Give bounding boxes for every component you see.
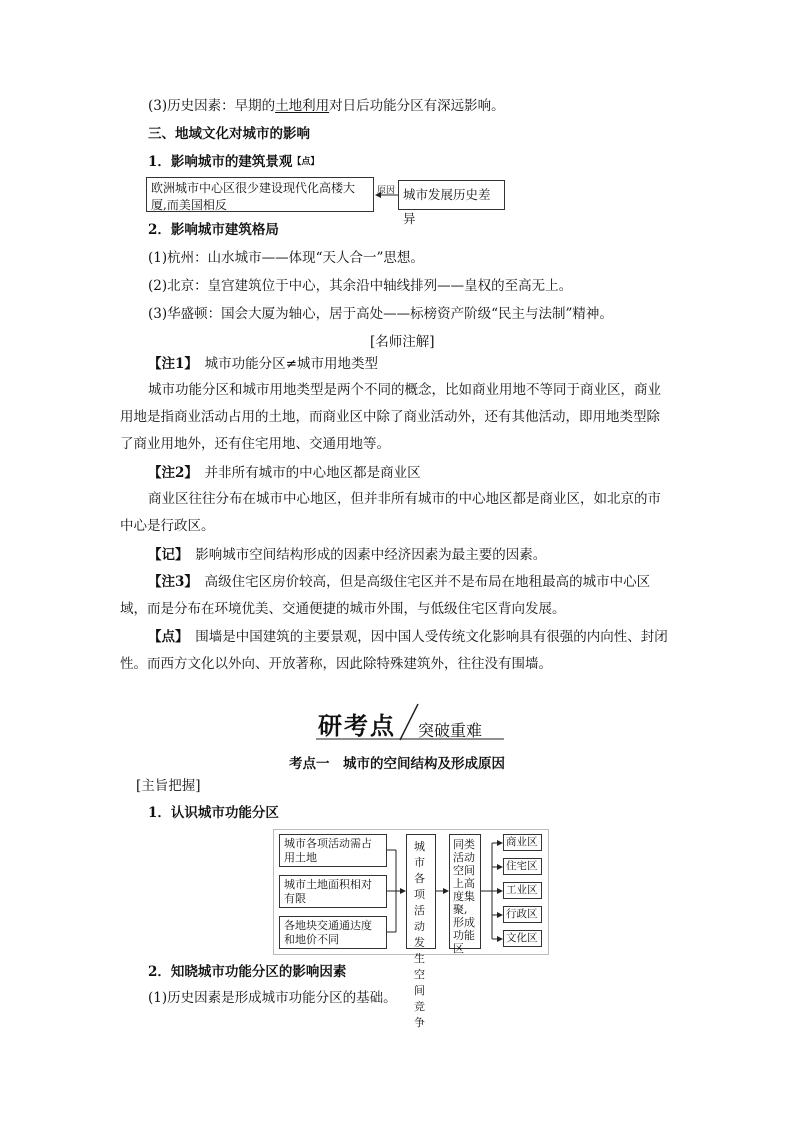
item-washington: (3)华盛顿：国会大厦为轴心，居于高处——标榜资产阶级“民主与法制”精神。: [148, 306, 613, 322]
ji-note: 【记】 影响城市空间结构形成的因素中经济因素为最主要的因素。: [148, 547, 547, 563]
notes-title: [名师注解]: [370, 334, 435, 350]
flow-zone-commercial: 商业区: [503, 834, 542, 851]
flow-zone-industrial: 工业区: [503, 882, 542, 899]
flow-zone-residential: 住宅区: [503, 858, 542, 875]
note3: 【注3】 高级住宅区房价较高，但是高级住宅区并不是布局在地租最高的城市中心区域，而是分布在环境优美、交通便捷的城市外围，与低级住宅区背向发展。: [120, 574, 651, 617]
flow-middle-box: 城市各项活动发生空间竞争: [406, 834, 436, 949]
note2-header: 【注2】 并非所有城市的中心地区都是商业区: [148, 465, 421, 481]
banner-main: 研考点: [318, 712, 396, 740]
flow-cause-1: 城市各项活动需占用土地: [279, 834, 387, 867]
diagram1-arrow-label: 原因: [377, 186, 396, 196]
sub2-heading: 2．影响城市建筑格局: [148, 222, 279, 238]
item-beijing: (2)北京：皇宫建筑位于中心，其余沿中轴线排列——皇权的至高无上。: [148, 278, 573, 294]
sub1-heading: 1．影响城市的建筑景观$^{【点】}$: [148, 154, 320, 170]
banner-sub: 突破重难: [418, 721, 483, 740]
note1-header: 【注1】 城市功能分区≠城市用地类型: [148, 356, 378, 372]
note1-body: 城市功能分区和城市用地类型是两个不同的概念，比如商业用地不等同于商业区，商业用地是指商业活动占用的土地，而商业区中除了商业活动外，还有其他活动，即用地类型除了商业用地外，还有住宅用地、交通用地等。: [120, 382, 661, 452]
kaodian-sub1: 1．认识城市功能分区: [148, 805, 279, 821]
note2-body: 商业区往往分布在城市中心地区，但并非所有城市的中心地区都是商业区，如北京的市中心是行政区。: [120, 491, 661, 534]
underlined-term: 土地利用: [275, 98, 330, 114]
kaodian-item1: (1)历史因素是形成城市功能分区的基础。: [148, 990, 397, 1006]
diagram1-right-box: 城市发展历史差异: [398, 180, 505, 210]
flow-cause-3: 各地块交通通达度和地价不同: [279, 916, 387, 949]
flow-zone-cultural: 文化区: [503, 930, 542, 947]
flow-result-box: 同类活动空间上高度集聚,形成功能区: [449, 834, 481, 949]
zhuzhi-label: [主旨把握]: [136, 778, 201, 794]
flow-cause-2: 城市土地面积相对有限: [279, 875, 387, 908]
intro-item3: (3)历史因素：早期的土地利用对日后功能分区有深远影响。: [148, 98, 505, 114]
section3-heading: 三、地域文化对城市的影响: [148, 126, 310, 142]
diagram1-left-box: 欧洲城市中心区很少建设现代化高楼大厦,而美国相反: [146, 177, 374, 212]
kaodian-sub2: 2．知晓城市功能分区的影响因素: [148, 964, 347, 980]
dian-note: 【点】 围墙是中国建筑的主要景观，因中国人受传统文化影响具有很强的内向性、封闭性。而西方文化以外向、开放著称，因此除特殊建筑外，往往没有围墙。: [120, 629, 668, 672]
banner-slash-line: [400, 704, 418, 740]
flow-zone-administrative: 行政区: [503, 906, 542, 923]
dian-tag: 【点】: [292, 157, 320, 167]
kaodian-title: 考点一 城市的空间结构及形成原因: [289, 756, 505, 772]
item-hangzhou: (1)杭州：山水城市——体现“天人合一”思想。: [148, 250, 424, 266]
